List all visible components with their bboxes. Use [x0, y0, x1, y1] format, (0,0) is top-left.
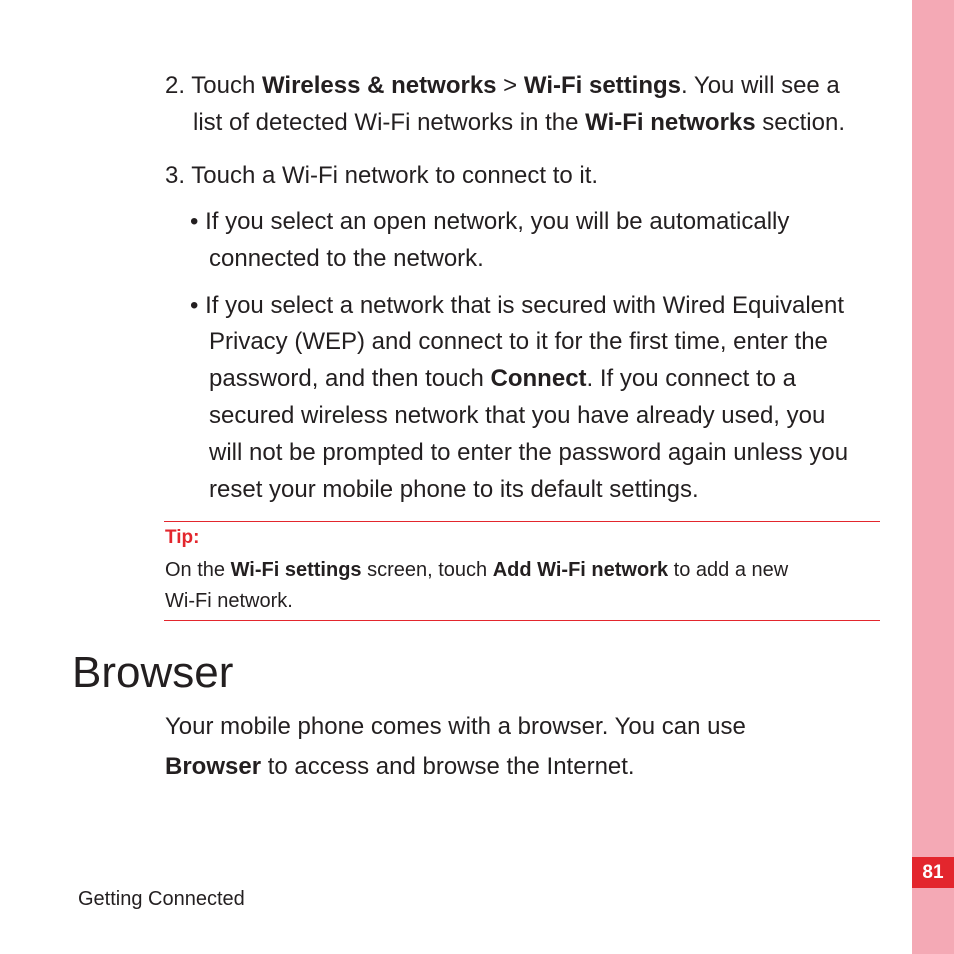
side-margin-strip: [912, 0, 954, 954]
step-3-number: 3.: [165, 162, 186, 189]
chapter-footer: Getting Connected: [78, 888, 245, 910]
bullet-marker: •: [190, 292, 199, 319]
bullet-1-line-2: connected to the network.: [209, 245, 484, 272]
bullet-marker: •: [190, 208, 199, 235]
connect-term: Connect: [490, 365, 587, 392]
step-2-line-1: 2. Touch Wireless & networks > Wi-Fi settings. You will see a: [165, 72, 840, 99]
step-2-number: 2.: [165, 72, 186, 99]
bullet-2-line-2: Privacy (WEP) and connect to it for the first time, enter the: [209, 328, 828, 355]
bullet-2-line-3: password, and then touch Connect. If you connect to a: [209, 365, 796, 392]
bullet-2-line-1: • If you select a network that is secured with Wired Equivalent: [190, 292, 845, 319]
step-3: 3. Touch a Wi-Fi network to connect to it.: [165, 162, 599, 189]
tip-text: On the Wi-Fi settings screen, touch Add Wi-Fi network to add a new Wi-Fi network.: [165, 559, 789, 612]
bullet-2-line-4: secured wireless network that you have already used, you: [209, 402, 826, 429]
wifi-networks-term: Wi-Fi networks: [585, 109, 756, 136]
page-number: 81: [912, 857, 954, 888]
tip-label: Tip:: [165, 527, 200, 548]
step-2-line-2: list of detected Wi-Fi networks in the Wi-Fi networks section.: [193, 109, 846, 136]
browser-intro: Your mobile phone comes with a browser. You can use Browser to access and browse the Internet.: [165, 713, 746, 780]
bullet-2-line-5: will not be prompted to enter the password again unless you: [209, 439, 849, 466]
wifi-settings-term: Wi-Fi settings: [230, 559, 362, 581]
browser-term: Browser: [165, 753, 262, 780]
add-wifi-network-term: Add Wi-Fi network: [492, 559, 669, 581]
wireless-networks-term: Wireless & networks: [261, 72, 497, 99]
bullet-1-line-1: • If you select an open network, you will be automatically: [190, 208, 790, 235]
bullet-2-line-6: reset your mobile phone to its default settings.: [209, 476, 699, 503]
tip-bottom-rule: [164, 620, 880, 621]
tip-top-rule: [164, 521, 880, 522]
section-heading: Browser: [72, 648, 234, 697]
wifi-settings-term: Wi-Fi settings: [523, 72, 681, 99]
